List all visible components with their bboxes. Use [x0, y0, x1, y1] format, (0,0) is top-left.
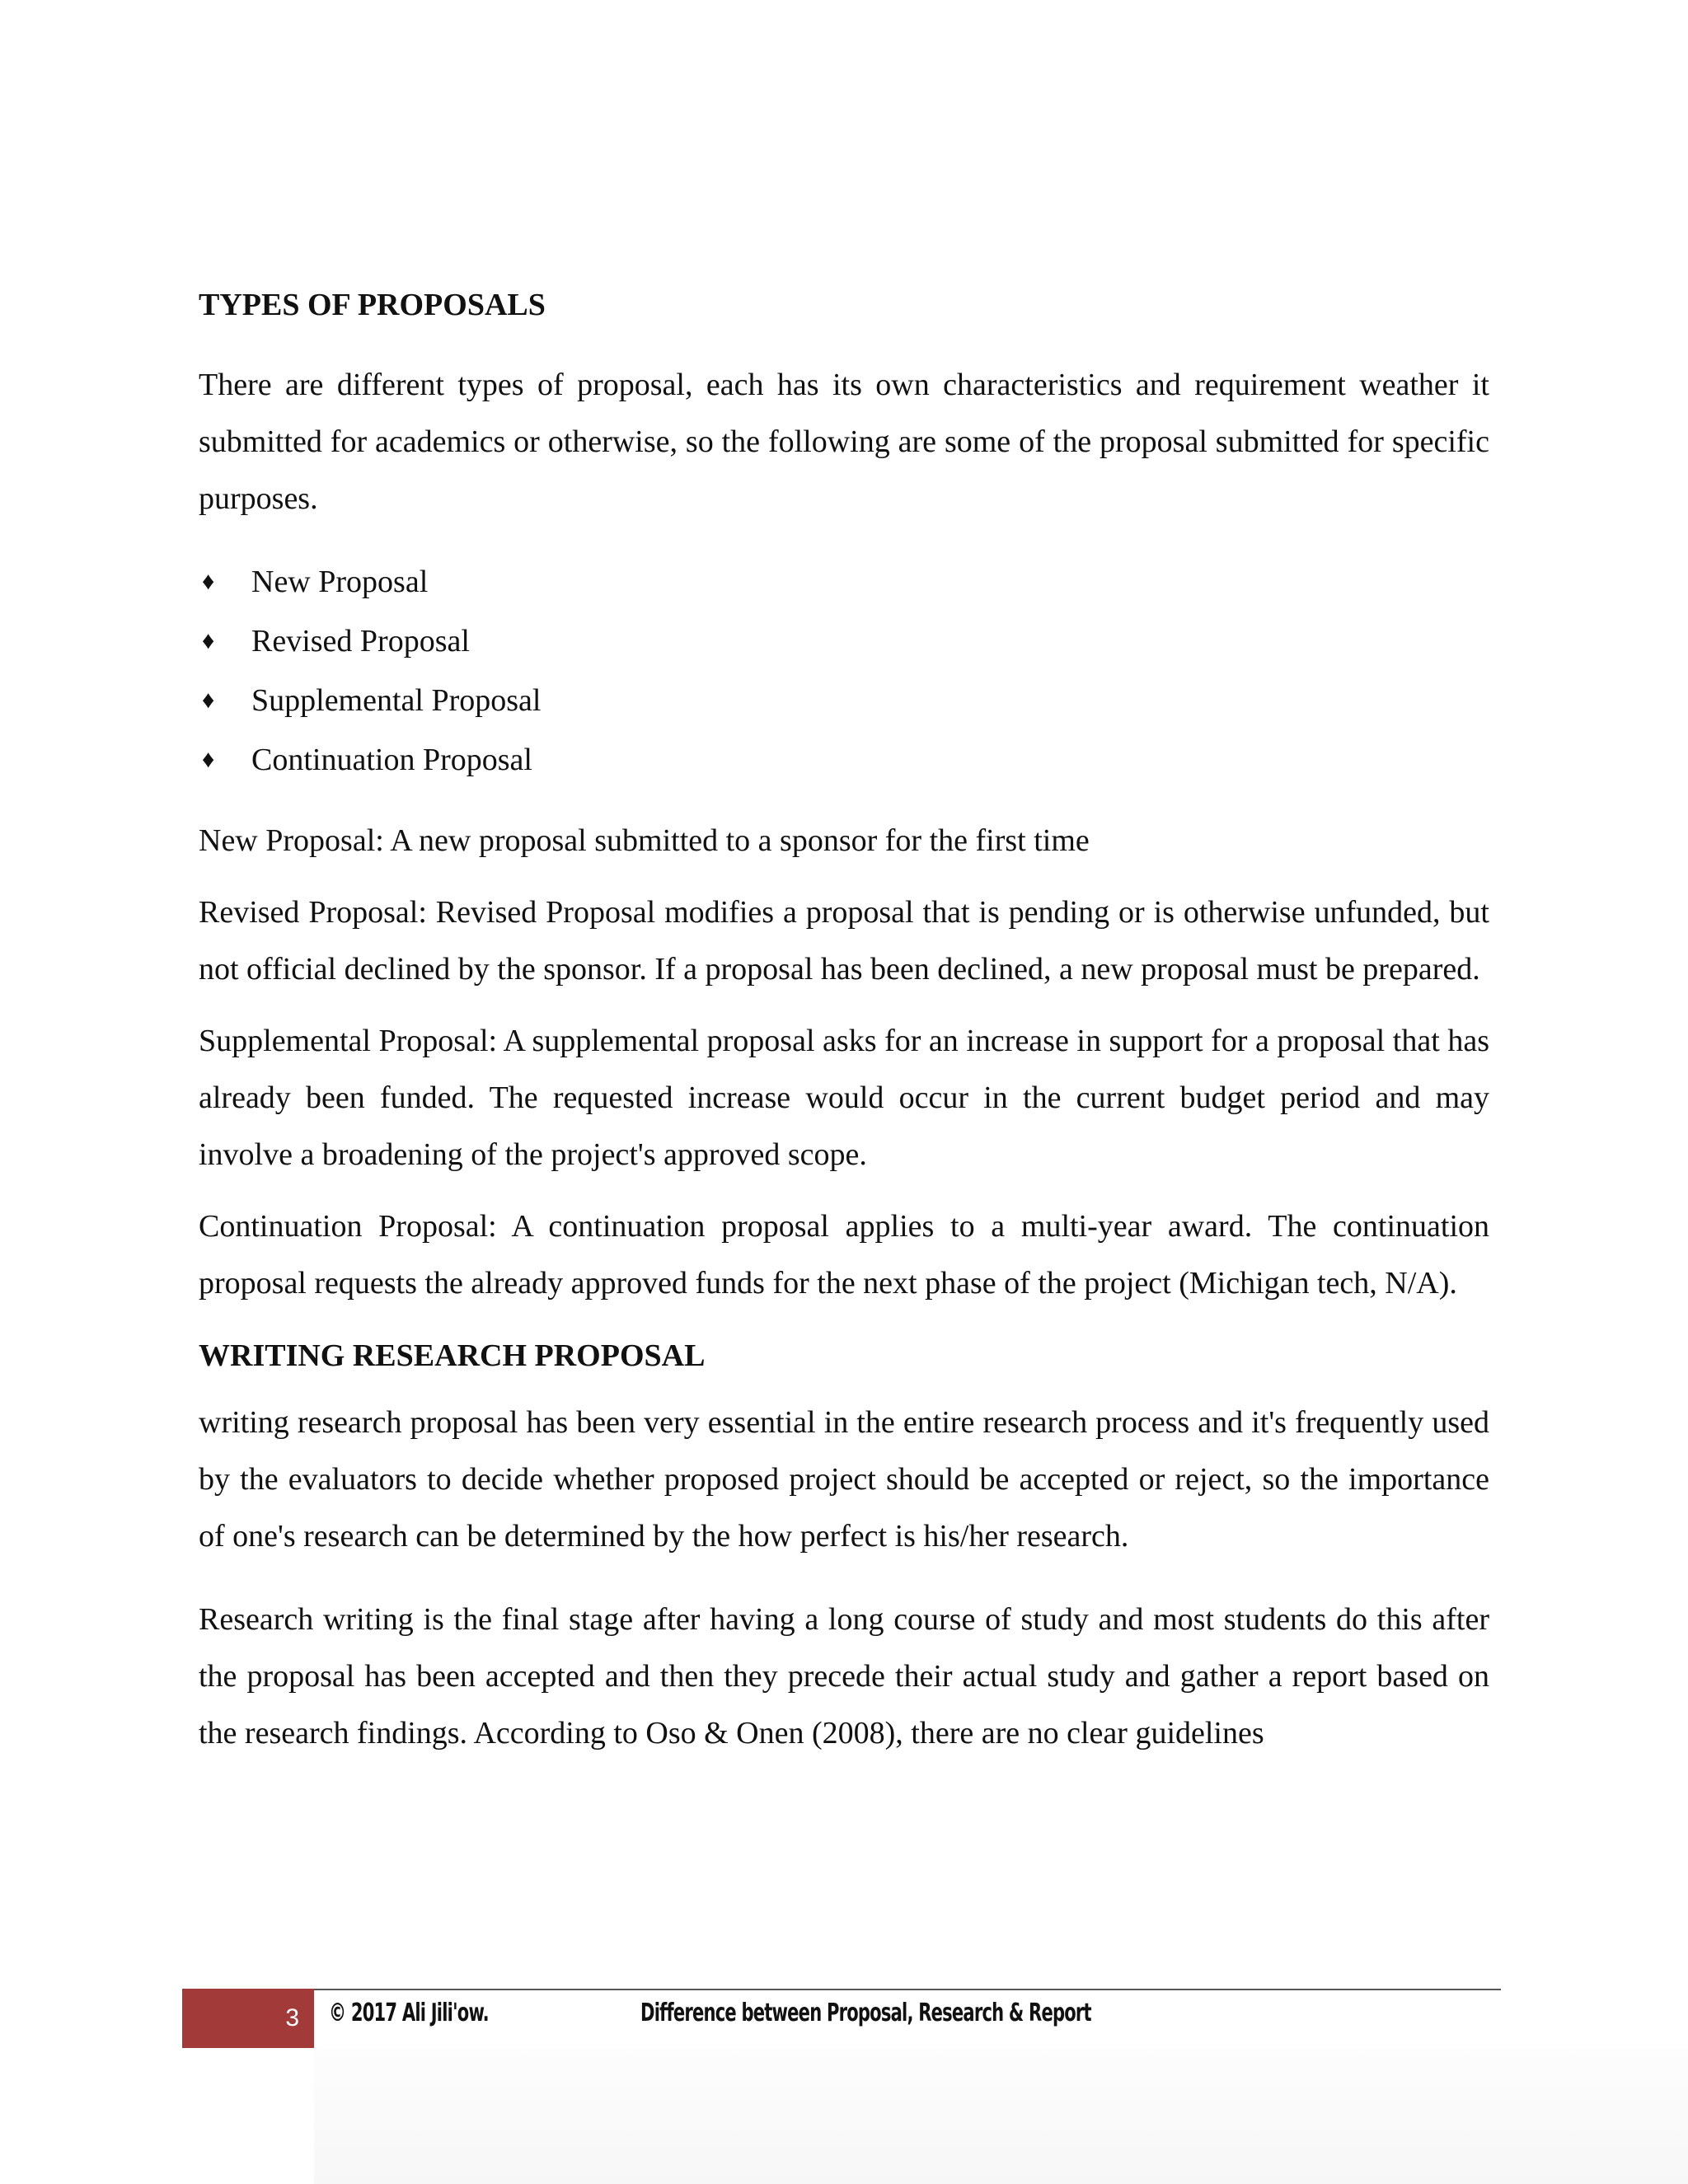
footer-shadow [314, 2048, 1688, 2184]
page-footer [182, 1989, 1501, 2048]
diamond-bullet-icon: ♦ [202, 627, 215, 654]
body-paragraph: writing research proposal has been very essential in the entire research process and it's frequently used by the evaluators to decide whether proposed project should be accepted or reject, so the importance of one's research can be determined by the how perfect is his/her research. [199, 1405, 1489, 1554]
definition-continuation-proposal: Continuation Proposal: A continuation proposal applies to a multi-year award. The continuation proposal requests the already approved funds for the next phase of the project (Michigan tech, N/A). [199, 1209, 1489, 1301]
list-item-label: Continuation Proposal [251, 743, 532, 777]
page-number-badge: 3 [182, 1989, 314, 2048]
list-item [199, 552, 1489, 612]
diamond-bullet-icon: ♦ [202, 687, 215, 714]
footer-copyright: © 2017 Ali Jili'ow. [329, 1999, 489, 2027]
definition-new-proposal: New Proposal: A new proposal submitted to a sponsor for the first time [199, 823, 1090, 858]
definition-supplemental-proposal: Supplemental Proposal: A supplemental proposal asks for an increase in support for a proposal that has already been funded. The requested increase would occur in the current budget period and may involve a broadening of the project's approved scope. [199, 1024, 1489, 1172]
diamond-bullet-icon: ♦ [202, 568, 215, 595]
list-item-label: Supplemental Proposal [251, 683, 542, 718]
diamond-bullet-icon: ♦ [202, 746, 215, 773]
list-item [199, 612, 1489, 671]
section-heading-types: TYPES OF PROPOSALS [199, 288, 546, 322]
intro-paragraph: There are different types of proposal, each has its own characteristics and requirement weather it submitted for academics or otherwise, so the following are some of the proposal submitted for specific purposes. [199, 368, 1489, 516]
page-body [199, 276, 1489, 1762]
body-paragraph: Research writing is the final stage after having a long course of study and most students do this after the proposal has been accepted and then they precede their actual study and gather a report based on the research findings. According to Oso & Onen (2008), there are no clear guidelines [199, 1602, 1489, 1750]
list-item [199, 730, 1489, 790]
section-heading-writing: WRITING RESEARCH PROPOSAL [199, 1338, 706, 1373]
footer-document-title: Difference between Proposal, Research & Report [640, 1999, 1091, 2027]
list-item-label: New Proposal [251, 565, 429, 599]
list-item [199, 671, 1489, 730]
definition-revised-proposal: Revised Proposal: Revised Proposal modifies a proposal that is pending or is otherwise unfunded, but not official declined by the sponsor. If a proposal has been declined, a new proposal must be prepared. [199, 895, 1489, 987]
footer-divider [314, 1989, 1501, 1990]
proposal-types-list [199, 552, 1489, 790]
list-item-label: Revised Proposal [251, 624, 470, 658]
